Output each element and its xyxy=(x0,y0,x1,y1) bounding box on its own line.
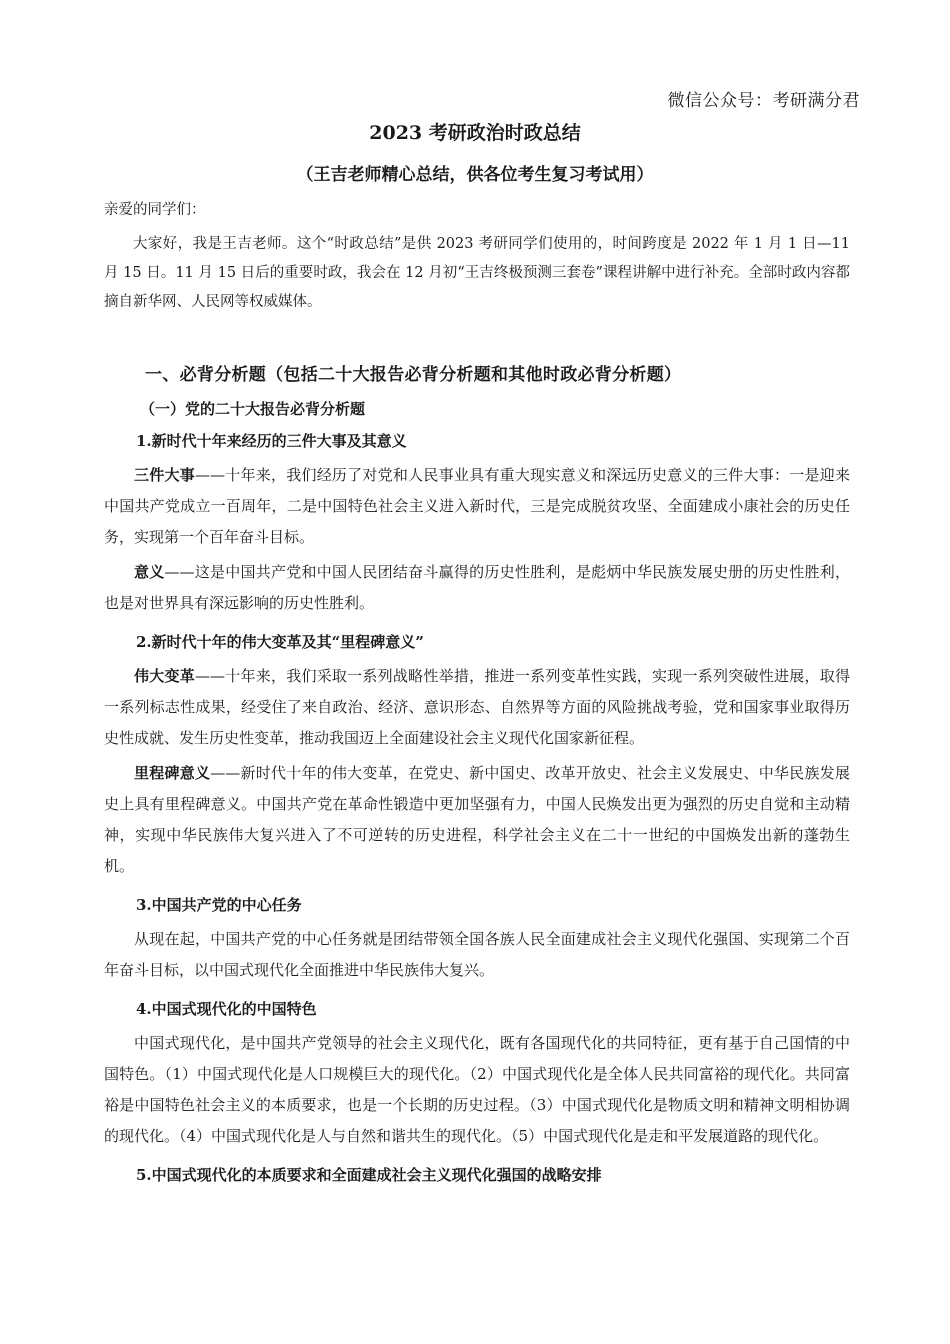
item-heading-3: 3.中国共产党的中心任务 xyxy=(136,896,302,914)
item-heading-1: 1.新时代十年来经历的三件大事及其意义 xyxy=(136,432,407,450)
document-subtitle: （王吉老师精心总结，供各位考生复习考试用） xyxy=(296,165,654,185)
item-heading-2: 2.新时代十年的伟大变革及其“里程碑意义” xyxy=(136,633,424,651)
paragraph-text: 中国式现代化，是中国共产党领导的社会主义现代化，既有各国现代化的共同特征，更有基于自己国情的中国特色。（1）中国式现代化是人口规模巨大的现代化。（2）中国式现代化是全体人民共同富裕的现代化。共同富裕是中国特色社会主义的本质要求，也是一个长期的历史过程。（3）中国式现代化是物质文明和精神文明相协调的现代化。（4）中国式现代化是人与自然和谐共生的现代化。（5）中国式现代化是走和平发展道路的现代化。 xyxy=(104,1034,850,1145)
paragraph-text: ——新时代十年的伟大变革，在党史、新中国史、改革开放史、社会主义发展史、中华民族发展史上具有里程碑意义。中国共产党在革命性锻造中更加坚强有力，中国人民焕发出更为强烈的历史自觉和主动精神，实现中华民族伟大复兴进入了不可逆转的历史进程，科学社会主义在二十一世纪的中国焕发出新的蓬勃生机。 xyxy=(104,764,850,875)
document-title: 2023 考研政治时政总结 xyxy=(369,122,581,144)
wechat-account: 微信公众号：考研满分君 xyxy=(667,91,860,111)
item-paragraph xyxy=(104,1028,850,1152)
greeting: 亲爱的同学们： xyxy=(104,202,206,218)
item-paragraph xyxy=(104,661,850,754)
item-paragraph xyxy=(104,924,850,986)
paragraph-term: 里程碑意义 xyxy=(134,764,211,782)
subsection-heading: （一）党的二十大报告必背分析题 xyxy=(140,400,366,418)
item-heading-5: 5.中国式现代化的本质要求和全面建成社会主义现代化强国的战略安排 xyxy=(136,1166,602,1184)
paragraph-text: ——十年来，我们采取一系列战略性举措，推进一系列变革性实践，实现一系列突破性进展，取得一系列标志性成果，经受住了来自政治、经济、意识形态、自然界等方面的风险挑战考验，党和国家事业取得历史性成就、发生历史性变革，推动我国迈上全面建设社会主义现代化国家新征程。 xyxy=(104,667,850,747)
section-heading: 一、必背分析题（包括二十大报告必背分析题和其他时政必背分析题） xyxy=(145,365,682,385)
paragraph-text: ——十年来，我们经历了对党和人民事业具有重大现实意义和深远历史意义的三件大事：一是迎来中国共产党成立一百周年，二是中国特色社会主义进入新时代，三是完成脱贫攻坚、全面建成小康社会的历史任务，实现第一个百年奋斗目标。 xyxy=(104,466,850,546)
paragraph-term: 意义 xyxy=(134,563,165,581)
paragraph-term: 三件大事 xyxy=(134,466,195,484)
intro-paragraph: 大家好，我是王吉老师。这个“时政总结”是供 2023 考研同学们使用的，时间跨度是 2022 年 1 月 1 日—11 月 15 日。11 月 15 日后的重要时政，我会在 12 月初“王吉终极预测三套卷”课程讲解中进行补充。全部时政内容都摘自新华网、人民网等权威媒体。 xyxy=(104,236,850,310)
section-content xyxy=(104,422,850,1194)
item-paragraph xyxy=(104,758,850,882)
item-heading-4: 4.中国式现代化的中国特色 xyxy=(136,1000,317,1018)
paragraph-text: 从现在起，中国共产党的中心任务就是团结带领全国各族人民全面建成社会主义现代化强国、实现第二个百年奋斗目标，以中国式现代化全面推进中华民族伟大复兴。 xyxy=(104,930,850,979)
item-paragraph xyxy=(104,557,850,619)
paragraph-term: 伟大变革 xyxy=(134,667,195,685)
paragraph-text: ——这是中国共产党和中国人民团结奋斗赢得的历史性胜利，是彪炳中华民族发展史册的历史性胜利，也是对世界具有深远影响的历史性胜利。 xyxy=(104,563,850,612)
item-paragraph xyxy=(104,460,850,553)
